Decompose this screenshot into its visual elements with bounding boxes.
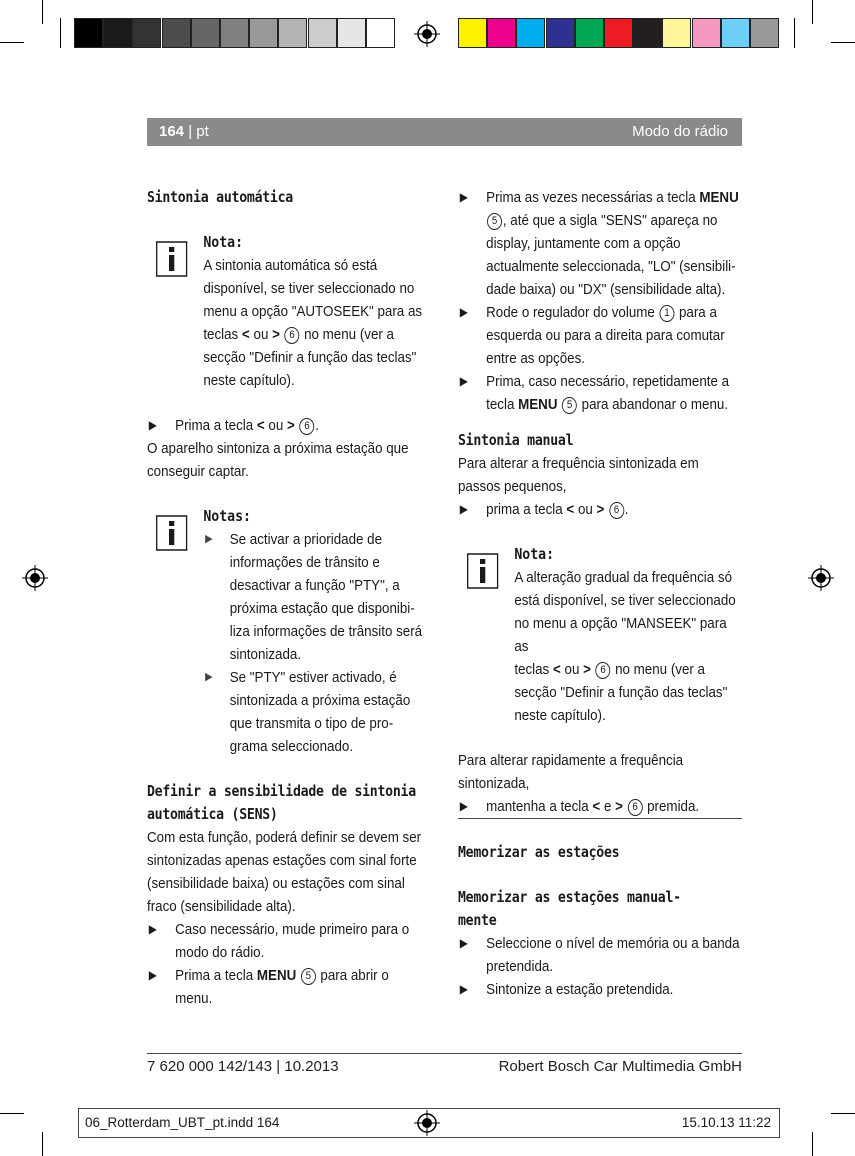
- paragraph: fraco (sensibilidade alta).: [147, 898, 296, 915]
- note-text: menu a opção "AUTOSEEK" para as: [203, 303, 423, 320]
- bullet-icon: ▶: [459, 502, 468, 516]
- process-swatch: [604, 18, 633, 48]
- gray-swatch: [366, 18, 395, 48]
- paragraph: Com esta função, poderá definir se devem ser: [147, 829, 422, 846]
- note-text: teclas < ou > 6 no menu (ver a: [514, 661, 705, 678]
- heading-sensitivity: Definir a sensibilidade de sintonia: [147, 782, 416, 800]
- gray-swatch: [162, 18, 191, 48]
- process-swatch: [692, 18, 721, 48]
- section-title: Modo do rádio: [632, 123, 728, 140]
- paragraph: sintonizada,: [458, 775, 530, 792]
- notes-box: [147, 505, 429, 758]
- note-text: disponível, se tiver seleccionado no: [203, 280, 415, 297]
- note-title: Nota:: [203, 233, 244, 251]
- step-item: ▶ Prima a tecla < ou > 6 .: [147, 414, 429, 437]
- bullet-icon: ▶: [459, 799, 468, 813]
- print-slug: [78, 1108, 780, 1138]
- gray-swatch: [132, 18, 161, 48]
- crop-mark: [0, 1113, 24, 1114]
- step-item: ▶ Rode o regulador do volume 1 para a esquerda ou para a direita para comutar entre as opções.: [458, 301, 740, 370]
- heading-store-stations: Memorizar as estações: [458, 843, 620, 861]
- crop-mark: [42, 0, 43, 24]
- section-divider: [458, 818, 742, 819]
- slug-filename: 06_Rotterdam_UBT_pt.indd 164: [85, 1115, 280, 1130]
- key-number-badge: 6: [299, 418, 314, 435]
- bullet-icon: ▶: [148, 968, 157, 982]
- key-number-badge: 6: [285, 327, 300, 344]
- step-item: ▶ Sintonize a estação pretendida.: [458, 978, 740, 1001]
- bullet-icon: ▶: [148, 922, 157, 936]
- paragraph: O aparelho sintoniza a próxima estação que: [147, 440, 409, 457]
- process-swatch: [750, 18, 779, 48]
- note-text: secção "Definir a função das teclas": [514, 684, 728, 701]
- page-number: 164 | pt: [159, 123, 209, 140]
- paragraph: passos pequenos,: [458, 478, 567, 495]
- paragraph: Para alterar rapidamente a frequência: [458, 752, 684, 769]
- gray-swatch: [278, 18, 307, 48]
- note-text: no menu a opção "MANSEEK" para as: [514, 615, 727, 655]
- crop-mark: [60, 18, 61, 48]
- process-swatch: [575, 18, 604, 48]
- bullet-icon: ▶: [459, 190, 468, 204]
- step-item: ▶ Caso necessário, mude primeiro para o modo do rádio.: [147, 918, 429, 964]
- step-item: ▶ Prima, caso necessário, repetidamente a tecla MENU 5 para abandonar o menu.: [458, 370, 740, 416]
- crop-mark: [794, 18, 795, 48]
- gray-swatch: [249, 18, 278, 48]
- right-column: [458, 186, 740, 1001]
- process-swatch: [546, 18, 575, 48]
- note-box: [458, 543, 740, 727]
- note-text: teclas < ou > 6 no menu (ver a: [203, 326, 394, 343]
- key-number-badge: 6: [628, 799, 643, 816]
- heading-store-manual: Memorizar as estações manual-: [458, 888, 681, 906]
- gray-swatch: [74, 18, 103, 48]
- paragraph: sintonizadas apenas estações com sinal forte: [147, 852, 417, 869]
- bullet-icon: ▶: [459, 374, 468, 388]
- page-header: [147, 118, 742, 146]
- info-icon: [156, 241, 188, 277]
- bullet-icon: ▶: [148, 418, 157, 432]
- heading-automatic-tuning: Sintonia automática: [147, 188, 293, 206]
- step-item: ▶ Seleccione o nível de memória ou a banda pretendida.: [458, 932, 740, 978]
- process-swatch: [721, 18, 750, 48]
- footer-company: Robert Bosch Car Multimedia GmbH: [498, 1058, 742, 1075]
- key-number-badge: 5: [562, 397, 577, 414]
- registration-mark-icon: [414, 21, 440, 47]
- note-title: Notas:: [203, 507, 252, 525]
- heading-manual-tuning: Sintonia manual: [458, 431, 574, 449]
- crop-mark: [831, 42, 855, 43]
- note-text: A alteração gradual da frequência só: [514, 569, 733, 586]
- footer-divider: [147, 1053, 742, 1054]
- left-column: [147, 186, 429, 1010]
- info-icon: [156, 515, 188, 551]
- paragraph: conseguir captar.: [147, 463, 249, 480]
- crop-mark: [812, 0, 813, 24]
- step-item: ▶ mantenha a tecla < e > 6 premida.: [458, 795, 740, 818]
- registration-mark-icon: [808, 565, 834, 591]
- process-swatch: [516, 18, 545, 48]
- bullet-icon: ▶: [459, 305, 468, 319]
- key-number-badge: 1: [659, 305, 674, 322]
- step-item: ▶ Prima as vezes necessárias a tecla MENU 5 , até que a sigla "SENS" apareça no display, juntamente com a opção actualmente seleccionada, "LO" (sensibili- dade baixa) ou "DX" (sensibilidade alta).: [458, 186, 740, 301]
- note-text: secção "Definir a função das teclas": [203, 349, 417, 366]
- gray-swatch: [191, 18, 220, 48]
- registration-mark-icon: [22, 565, 48, 591]
- note-text: está disponível, se tiver seleccionado: [514, 592, 736, 609]
- paragraph: (sensibilidade baixa) ou estações com sinal: [147, 875, 405, 892]
- note-text: neste capítulo).: [514, 707, 606, 724]
- footer-doc-number: 7 620 000 142/143 | 10.2013: [147, 1058, 339, 1075]
- crop-mark: [812, 1132, 813, 1156]
- process-swatch: [662, 18, 691, 48]
- crop-mark: [42, 1132, 43, 1156]
- step-item: ▶ Prima a tecla MENU 5 para abrir o menu.: [147, 964, 429, 1010]
- heading-sensitivity: automática (SENS): [147, 805, 278, 823]
- info-icon: [467, 553, 499, 589]
- gray-swatch: [308, 18, 337, 48]
- key-number-badge: 6: [609, 502, 624, 519]
- note-text: neste capítulo).: [203, 372, 295, 389]
- process-swatch: [633, 18, 662, 48]
- note-box: [147, 231, 429, 392]
- gray-swatch: [103, 18, 132, 48]
- note-text: A sintonia automática só está: [203, 257, 378, 274]
- bullet-icon: ▶: [459, 936, 468, 950]
- crop-mark: [831, 1113, 855, 1114]
- bullet-icon: ▶: [459, 982, 468, 996]
- key-number-badge: 5: [301, 968, 316, 985]
- note-bullet: ▶ Se "PTY" estiver activado, é sintonizada a próxima estação que transmita o tipo de pro- grama seleccionado.: [205, 669, 411, 755]
- gray-swatch: [337, 18, 366, 48]
- note-bullet: ▶ Se activar a prioridade de informações de trânsito e desactivar a função "PTY", a próxima estação que disponibi- liza informações de trânsito será sintonizada.: [205, 531, 423, 663]
- slug-date: 15.10.13 11:22: [681, 1115, 771, 1130]
- process-swatch: [458, 18, 487, 48]
- gray-swatch: [220, 18, 249, 48]
- key-number-badge: 6: [596, 662, 611, 679]
- step-item: ▶ prima a tecla < ou > 6 .: [458, 498, 740, 521]
- heading-store-manual: mente: [458, 911, 497, 929]
- key-number-badge: 5: [487, 213, 502, 230]
- process-swatch: [487, 18, 516, 48]
- crop-mark: [0, 42, 24, 43]
- paragraph: Para alterar a frequência sintonizada em: [458, 455, 699, 472]
- note-title: Nota:: [514, 545, 555, 563]
